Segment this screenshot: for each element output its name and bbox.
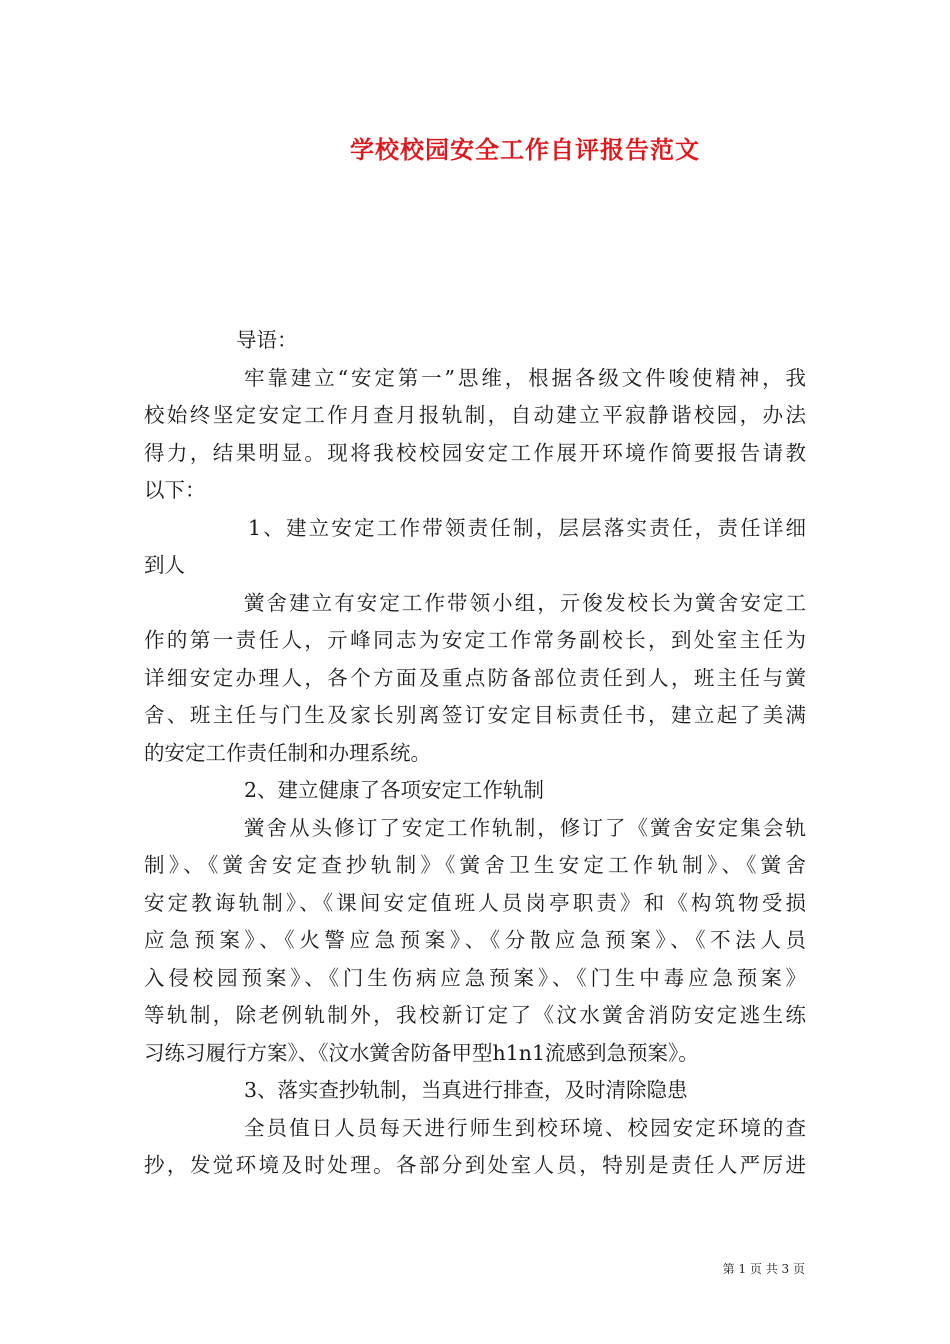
page-number: 第 1 页 共 3 页 xyxy=(722,1262,805,1276)
paragraph-line: 黉舍建立有安定工作带领小组，亓俊发校长为黉舍安定工 xyxy=(244,590,806,615)
paragraph-line: 以下： xyxy=(144,478,206,502)
paragraph-line: 校始终坚定安定工作月查月报轨制，自动建立平寂静谐校园，办法 xyxy=(144,403,806,427)
paragraph-line: 得力，结果明显。现将我校校园安定工作展开环境作简要报告请教 xyxy=(144,440,806,465)
paragraph-line: 3、落实查抄轨制，当真进行排查，及时清除隐患 xyxy=(244,1078,688,1102)
paragraph-line: 1、建立安定工作带领责任制，层层落实责任，责任详细 xyxy=(248,515,806,540)
paragraph-line: 详细安定办理人，各个方面及重点防备部位责任到人，班主任与黉 xyxy=(144,665,806,690)
paragraph-line: 入侵校园预案》、《门生伤病应急预案》、《门生中毒应急预案》 xyxy=(144,965,806,990)
paragraph-line: 制》、《黉舍安定查抄轨制》《黉舍卫生安定工作轨制》、《黉舍 xyxy=(144,853,806,877)
paragraph-line: 牢靠建立“安定第一”思维，根据各级文件唆使精神，我 xyxy=(244,365,806,390)
paragraph-line: 安定教诲轨制》、《课间安定值班人员岗亭职责》和《构筑物受损 xyxy=(144,890,806,915)
paragraph-line: 应急预案》、《火警应急预案》、《分散应急预案》、《不法人员 xyxy=(144,928,806,952)
paragraph-line: 舍、班主任与门生及家长别离签订安定目标责任书，建立起了美满 xyxy=(144,703,806,727)
document-title: 学校校园安全工作自评报告范文 xyxy=(350,135,700,164)
paragraph-line: 导语： xyxy=(236,328,298,352)
paragraph-line: 到人 xyxy=(144,553,185,577)
paragraph-line: 黉舍从头修订了安定工作轨制，修订了《黉舍安定集会轨 xyxy=(244,815,806,840)
paragraph-line: 2、建立健康了各项安定工作轨制 xyxy=(244,778,545,802)
paragraph-line: 全员值日人员每天进行师生到校环境、校园安定环境的查 xyxy=(244,1115,806,1140)
paragraph-line: 等轨制，除老例轨制外，我校新订定了《汶水黉舍消防安定逃生练 xyxy=(144,1003,806,1027)
paragraph-line: 的安定工作责任制和办理系统。 xyxy=(144,740,431,765)
paragraph-line: 抄，发觉环境及时处理。各部分到处室人员，特别是责任人严厉进 xyxy=(144,1153,806,1177)
document-body xyxy=(144,322,806,1185)
paragraph-line: 作的第一责任人，亓峰同志为安定工作常务副校长，到处室主任为 xyxy=(144,628,806,652)
paragraph-line: 习练习履行方案》、《汶水黉舍防备甲型h1n1流感到急预案》。 xyxy=(144,1040,699,1065)
